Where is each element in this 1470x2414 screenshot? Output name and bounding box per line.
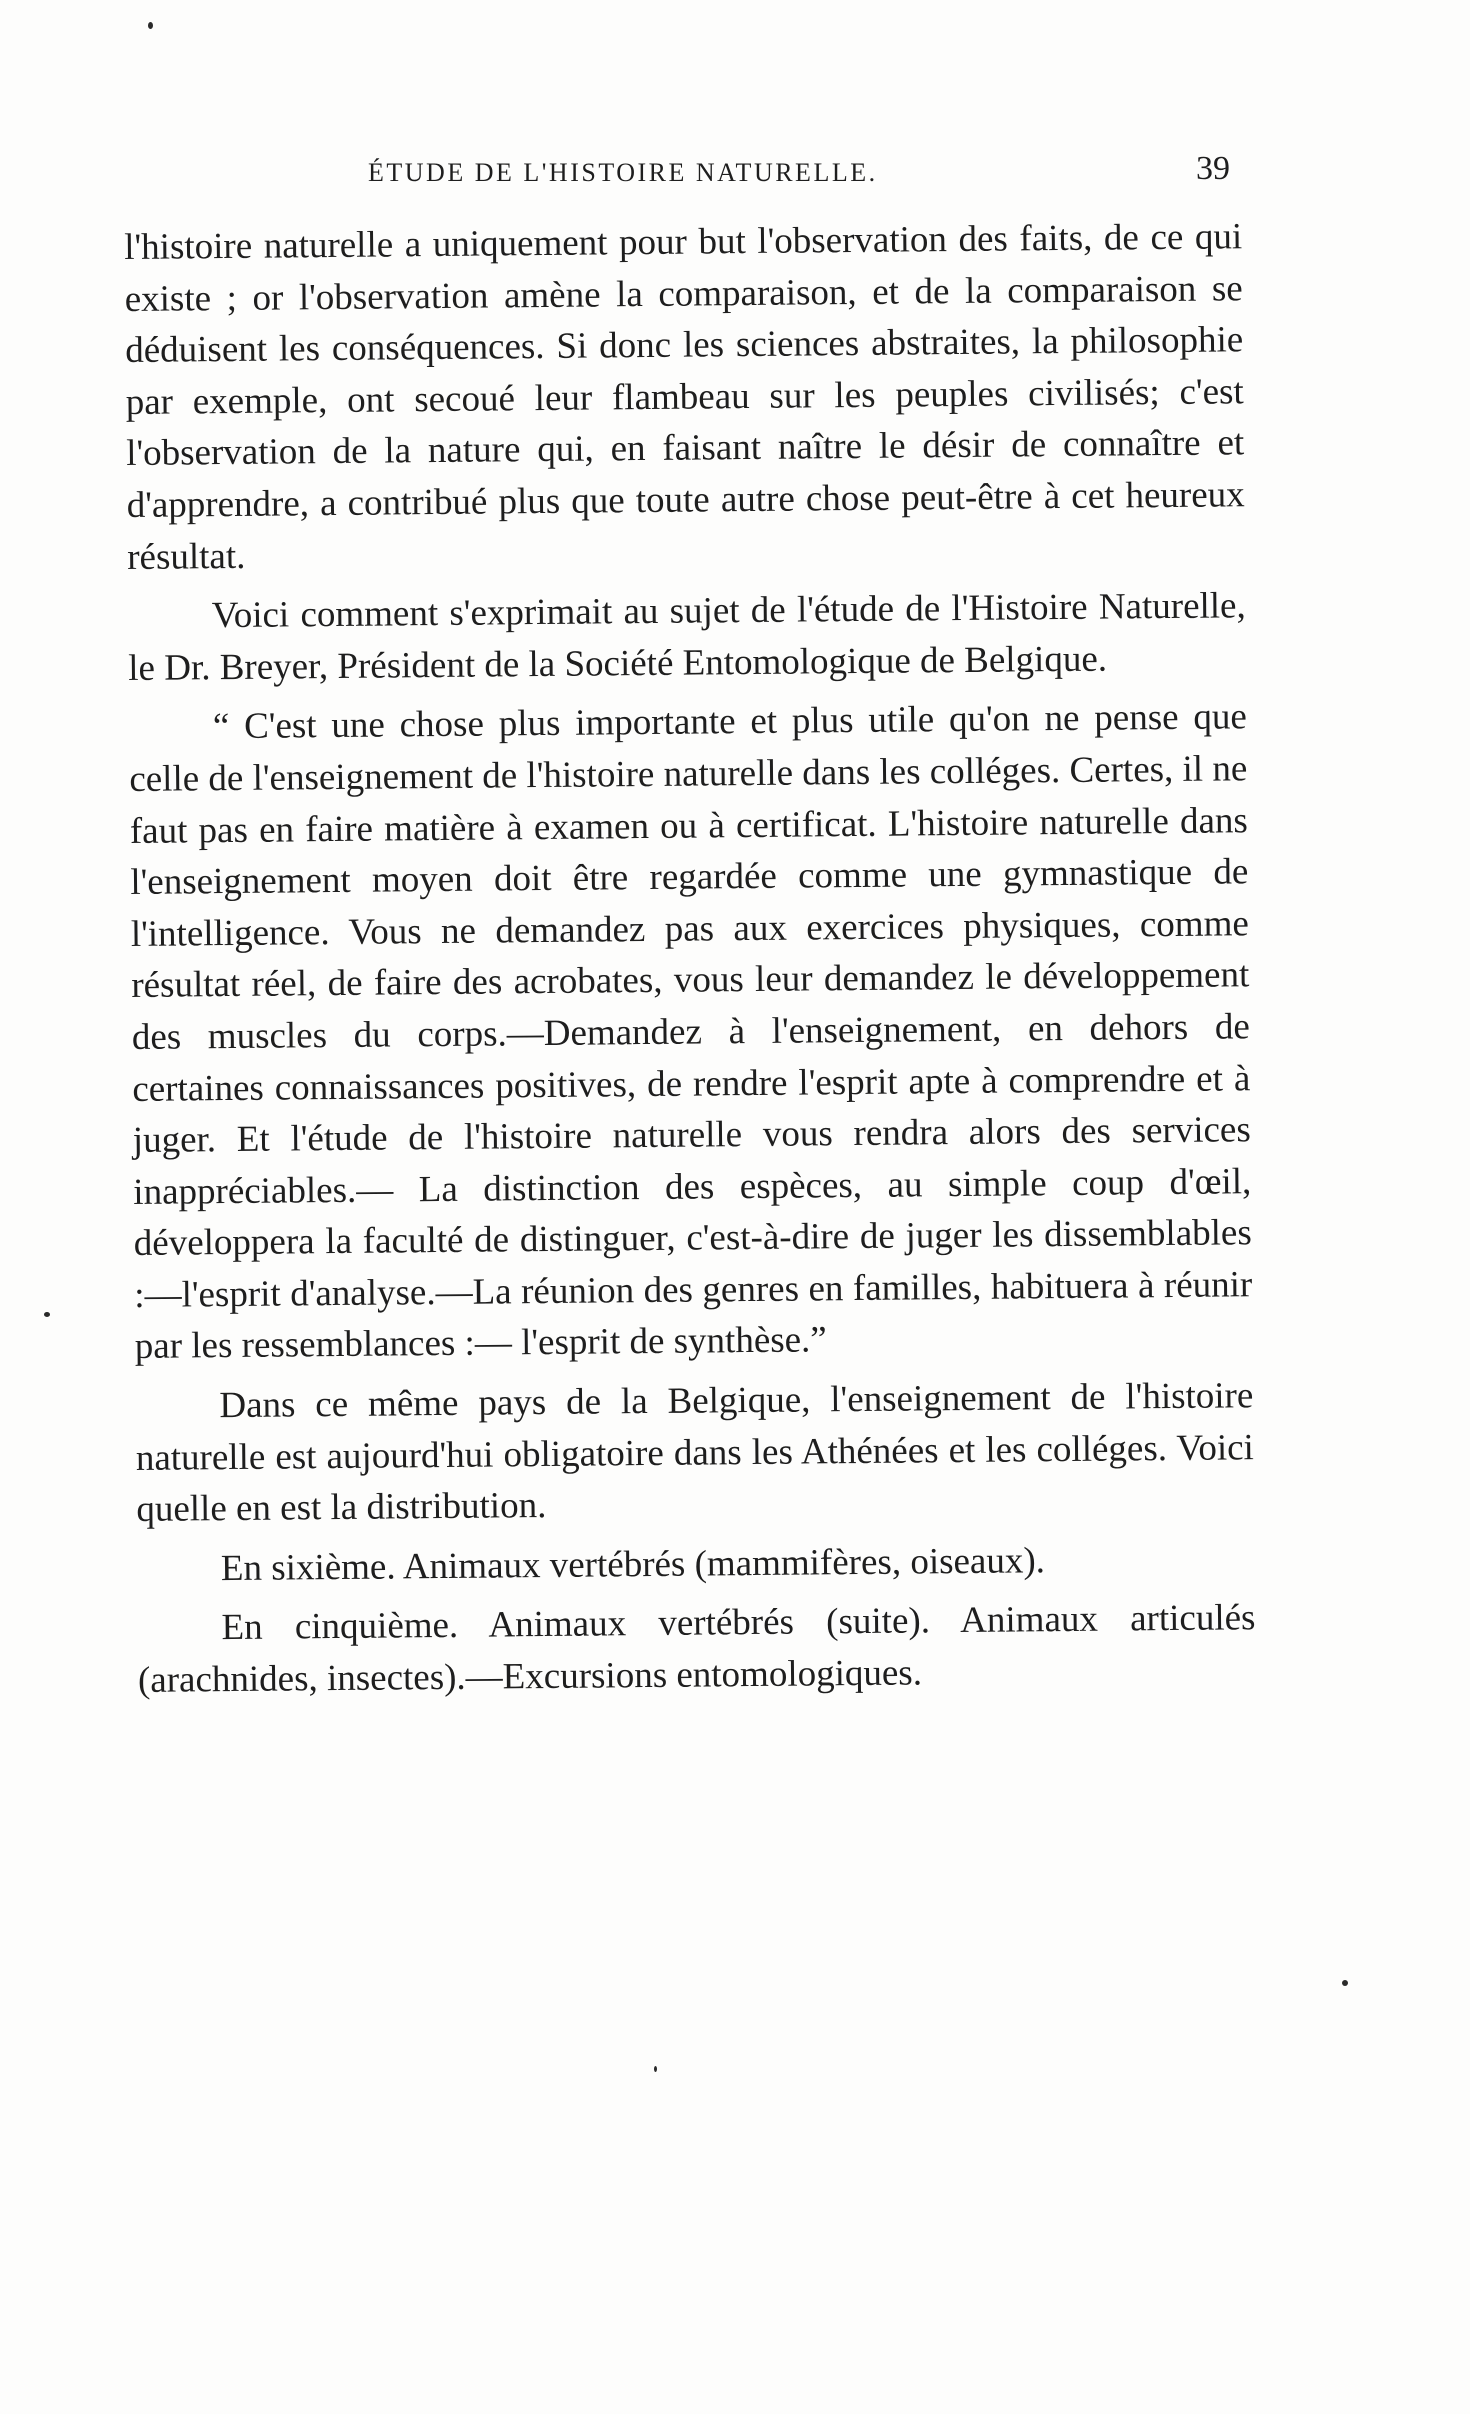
paragraph-cinquieme: En cinquième. Animaux vertébrés (suite). Animaux articulés (arachnides, insectes).—Excursions entomologiques. (137, 1597, 1256, 1701)
page-number: 39 (1196, 150, 1230, 187)
body-text (124, 211, 1256, 1706)
paragraph-continuation: l'histoire naturelle a uniquement pour but l'observation des faits, de ce qui existe ; or l'observation amène la comparaison, et de la comparaison se déduisent les conséquences. Si donc les sciences abstraites, la philosophie par exemple, ont secoué leur flambeau sur les peuples civilisés; c'est l'observation de la nature qui, en faisant naître le désir de connaître et d'apprendre, a contribué plus que toute autre chose peut-être à cet heureux résultat. (124, 216, 1245, 578)
paragraph-belgique: Dans ce même pays de la Belgique, l'enseignement de l'histoire naturelle est aujourd'hui obligatoire dans les Athénées et les colléges. Voici quelle en est la distribution. (135, 1375, 1255, 1531)
ink-speck (148, 22, 153, 29)
paragraph-breyer-quote: “ C'est une chose plus importante et plus utile qu'on ne pense que celle de l'enseignement de l'histoire naturelle dans les colléges. Certes, il ne faut pas en faire matière à examen ou à certificat. L'histoire naturelle dans l'enseignement moyen doit être regardée comme une gymnastique de l'intelligence. Vous ne demandez pas aux exercices physiques, comme résultat réel, de faire des acrobates, vous leur demandez le développement des muscles du corps.—Demandez à l'enseignement, en dehors de certaines connaissances positives, de rendre l'esprit apte à comprendre et à juger. Et l'étude de l'histoire naturelle vous rendra alors des services inappréciables.— La distinction des espèces, au simple coup d'œil, développera la faculté de distinguer, c'est-à-dire de juger les dissemblables :—l'esprit d'analyse.—La réunion des genres en familles, habituera à réunir par les ressemblances :— l'esprit de synthèse.” (129, 696, 1253, 1368)
ink-speck (44, 1312, 50, 1317)
paragraph-sixieme: En sixième. Animaux vertébrés (mammifères, oiseaux). (220, 1540, 1046, 1589)
paragraph-breyer-intro: Voici comment s'exprimait au sujet de l'étude de l'Histoire Naturelle, le Dr. Breyer, Président de la Société Entomologique de Belgique. (128, 585, 1246, 689)
running-head: ÉTUDE DE L'HISTOIRE NATURELLE. (368, 158, 878, 187)
ink-speck (654, 2066, 657, 2072)
ink-speck (1342, 1980, 1348, 1986)
